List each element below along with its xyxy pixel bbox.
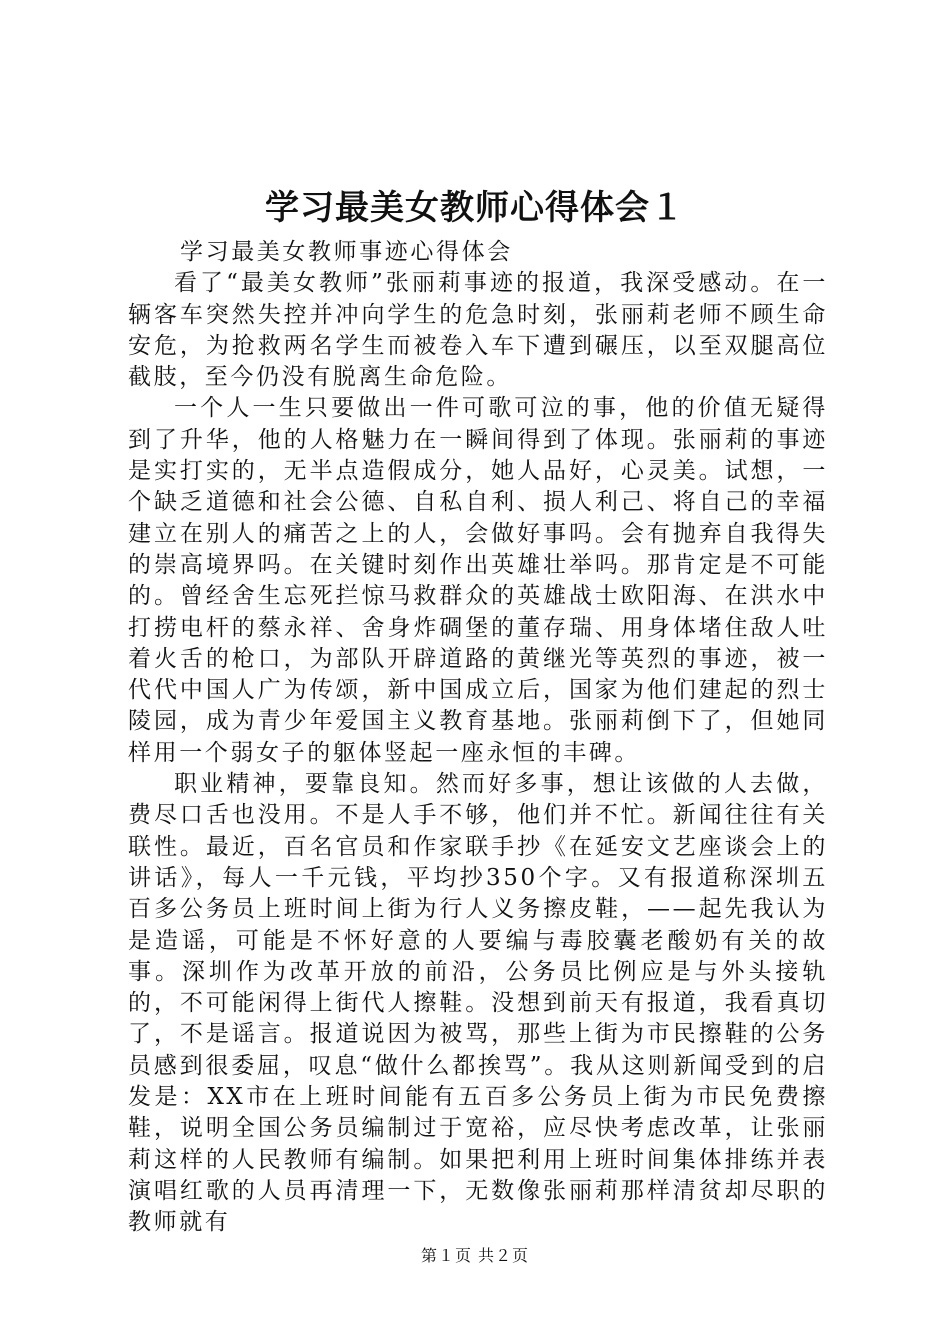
page-footer: 第１页 共２页	[420, 1246, 530, 1265]
document-title: 学习最美女教师心得体会１	[265, 188, 685, 228]
document-subtitle: 学习最美女教师事迹心得体会	[180, 239, 513, 265]
paragraph-2: 一个人一生只要做出一件可歌可泣的事，他的价值无疑得到了升华，他的人格魅力在一瞬间得到了体现。张丽莉的事迹是实打实的，无半点造假成分，她人品好，心灵美。试想，一个缺乏道德和社会公德、自私自利、损人利己、将自己的幸福建立在别人的痛苦之上的人，会做好事吗。会有抛弃自我得失的崇高境界吗。在关键时刻作出英雄壮举吗。那肯定是不可能的。曾经舍生忘死拦惊马救群众的英雄战士欧阳海、在洪水中打捞电杆的蔡永祥、舍身炸碉堡的董存瑞、用身体堵住敌人吐着火舌的枪口，为部队开辟道路的黄继光等英烈的事迹，被一代代中国人广为传颂，新中国成立后，国家为他们建起的烈士陵园，成为青少年爱国主义教育基地。张丽莉倒下了，但她同样用一个弱女子的躯体竖起一座永恒的丰碑。	[128, 395, 828, 766]
document-body	[128, 237, 828, 1239]
paragraph-3: 职业精神，要靠良知。然而好多事，想让该做的人去做，费尽口舌也没用。不是人手不够，他们并不忙。新闻往往有关联性。最近，百名官员和作家联手抄《在延安文艺座谈会上的讲话》，每人一千元钱，平均抄350个字。又有报道称深圳五百多公务员上班时间上街为行人义务擦皮鞋，——起先我认为是造谣，可能是不怀好意的人要编与毒胶囊老酸奶有关的故事。深圳作为改革开放的前沿，公务员比例应是与外头接轨的，不可能闲得上街代人擦鞋。没想到前天有报道，我看真切了，不是谣言。报道说因为被骂，那些上街为市民擦鞋的公务员感到很委屈，叹息“做什么都挨骂”。我从这则新闻受到的启发是：XX市在上班时间能有五百多公务员上街为市民免费擦鞋，说明全国公务员编制过于宽裕，应尽快考虑改革，让张丽莉这样的人民教师有编制。如果把利用上班时间集体排练并表演唱红歌的人员再清理一下，无数像张丽莉那样清贫却尽职的教师就有	[128, 771, 828, 1236]
paragraph-1: 看了“最美女教师”张丽莉事迹的报道，我深受感动。在一辆客车突然失控并冲向学生的危急时刻，张丽莉老师不顾生命安危，为抢救两名学生而被卷入车下遭到碾压，以至双腿高位截肢，至今仍没有脱离生命危险。	[128, 270, 828, 391]
